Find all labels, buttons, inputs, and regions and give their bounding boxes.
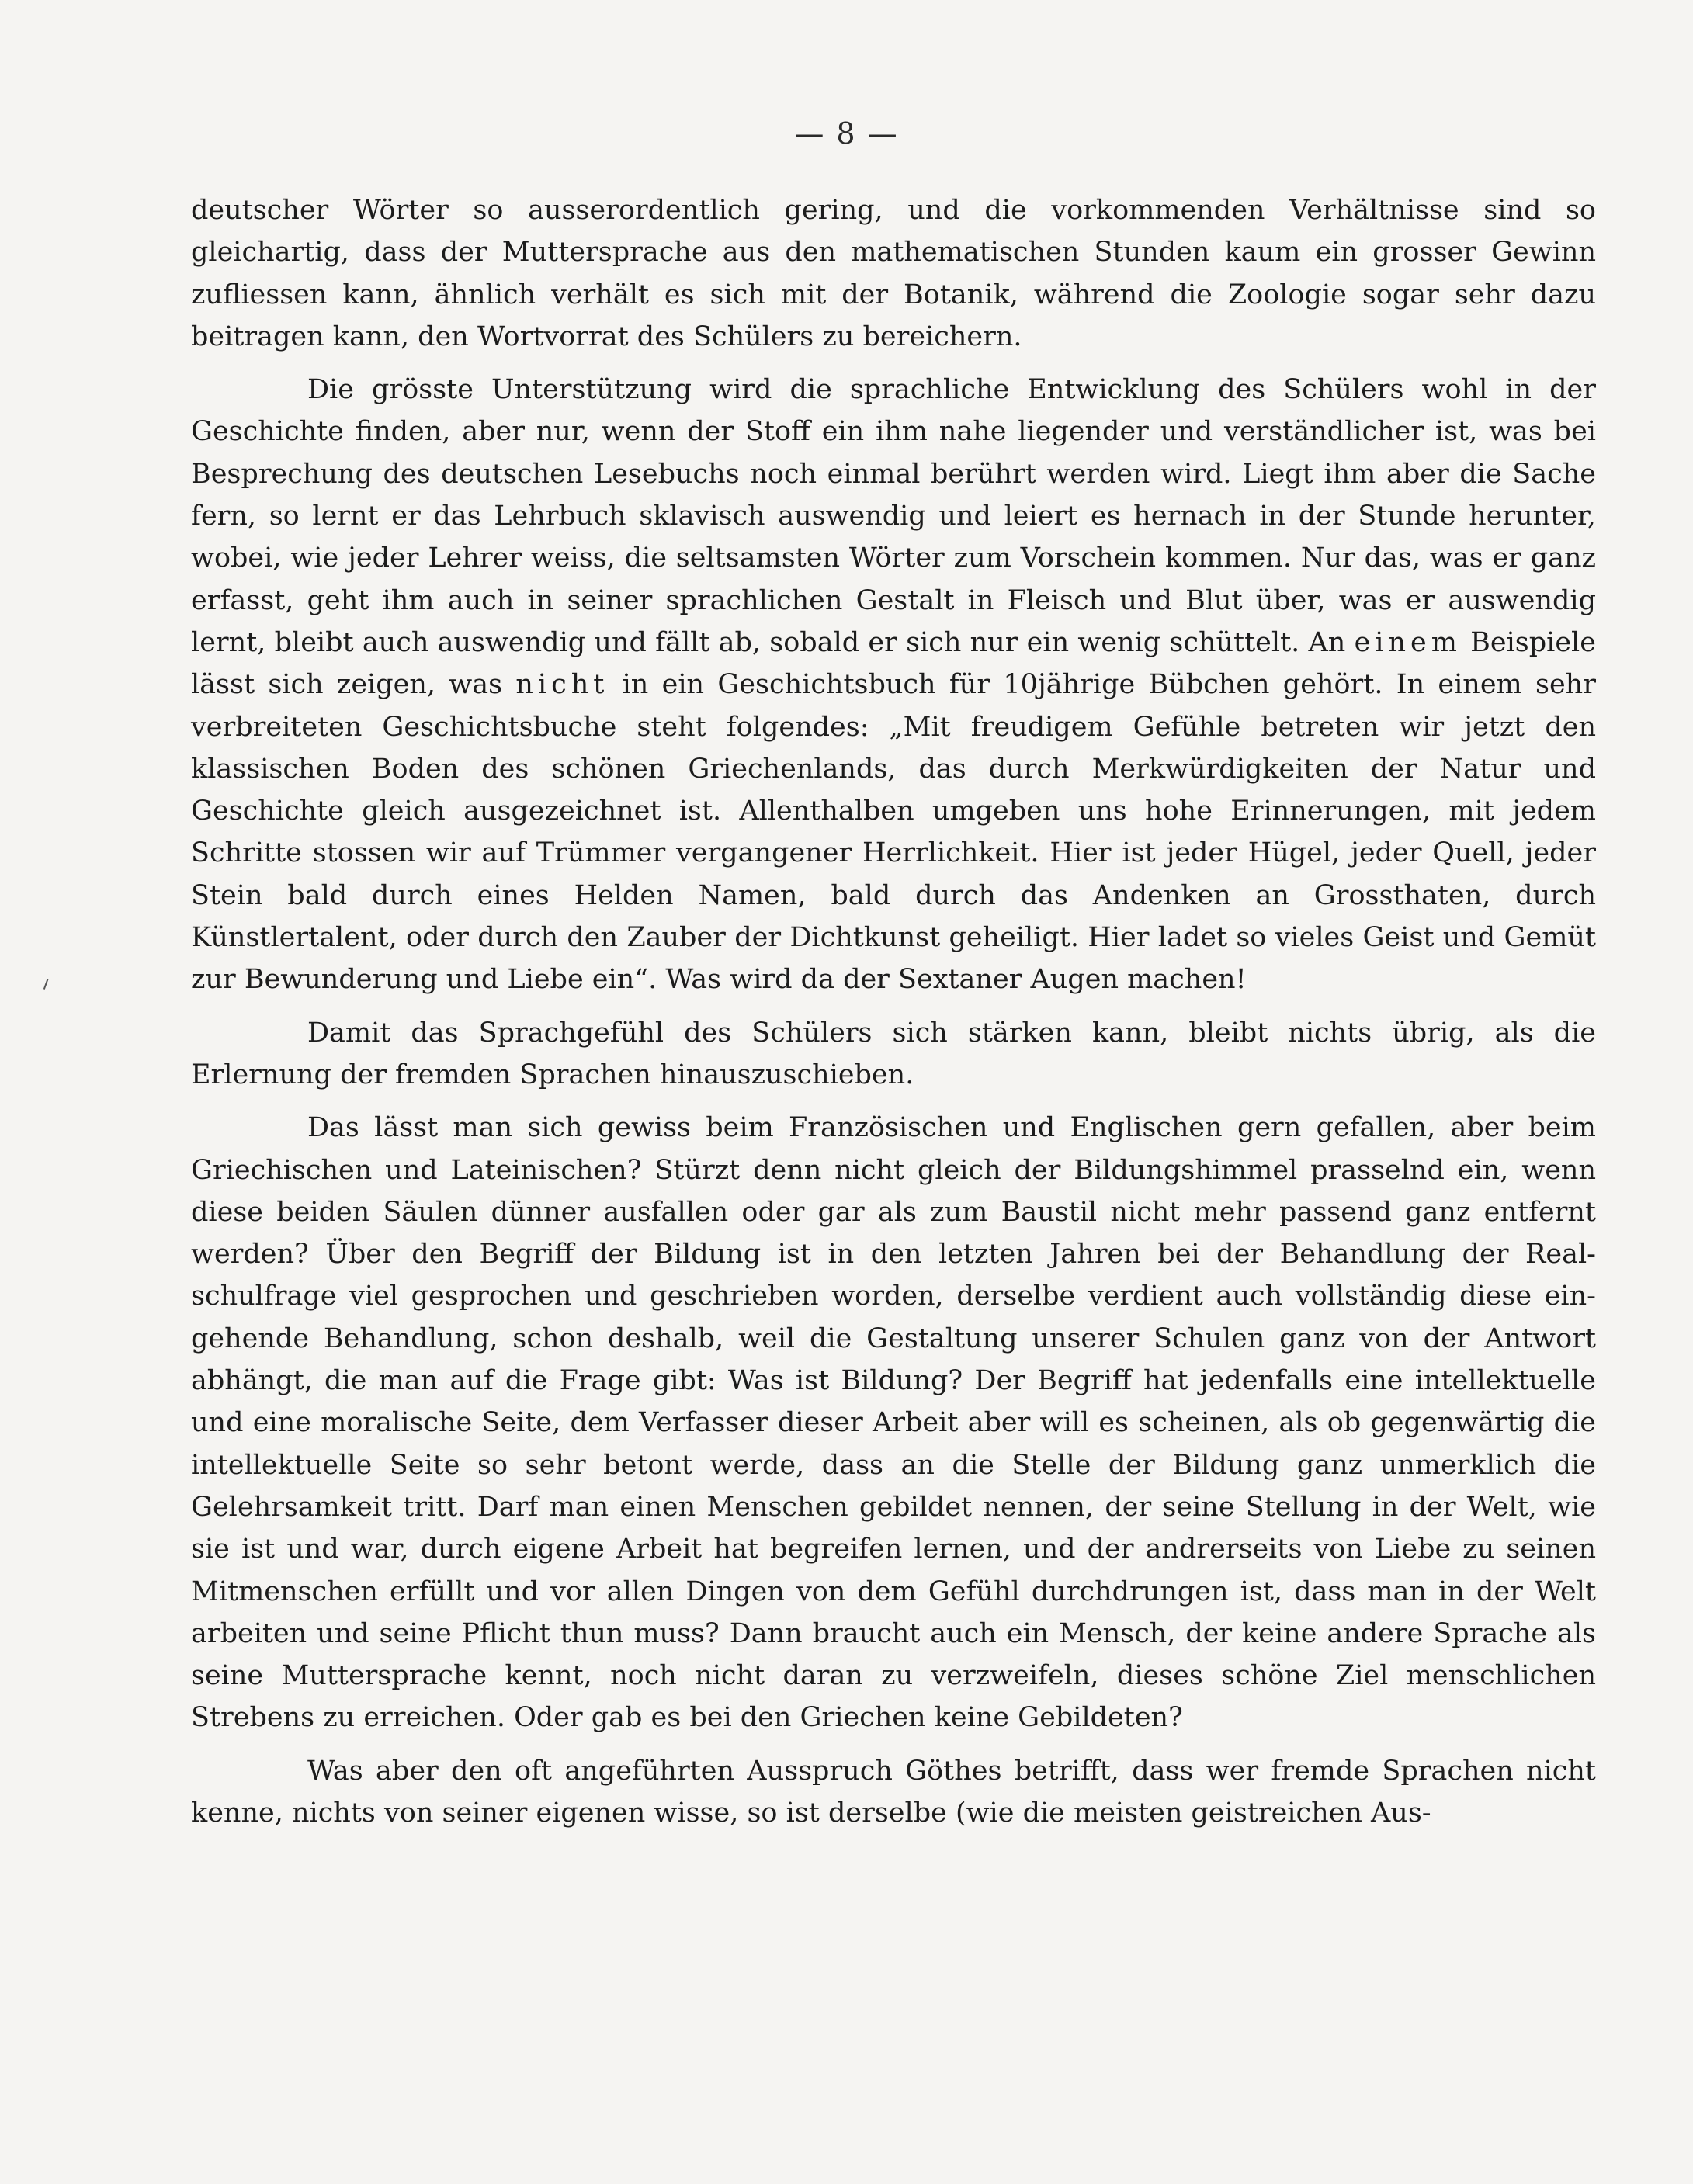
paragraph-4: Das lässt man sich gewiss beim Französischen und Englischen gern gefallen, aber beim Griechischen und Lateinischen? Stürzt denn nicht gleich der Bildungshimmel prasselnd ein, wenn diese beiden Säulen dünner ausfallen oder gar als zum Baustil nicht mehr passend ganz entfernt werden? Über den Begriff der Bildung ist in den letzten Jahren bei der Behandlung der Realschulfrage viel gesprochen und geschrieben worden, derselbe verdient auch vollständig diese eingehende Behandlung, schon deshalb, weil die Gestaltung unserer Schulen ganz von der Antwort abhängt, die man auf die Frage gibt: Was ist Bildung? Der Begriff hat jedenfalls eine intellektuelle und eine moralische Seite, dem Verfasser dieser Arbeit aber will es scheinen, als ob gegenwärtig die intellektuelle Seite so sehr betont werde, dass an die Stelle der Bildung ganz unmerklich die Gelehrsamkeit tritt. Darf man einen Menschen gebildet nennen, der seine Stellung in der Welt, wie sie ist und war, durch eigene Arbeit hat begreifen lernen, und der andrerseits von Liebe zu seinen Mitmenschen erfüllt und vor allen Dingen von dem Gefühl durchdrungen ist, dass man in der Welt arbeiten und seine Pflicht thun muss? Dann braucht auch ein Mensch, der keine andere Sprache als seine Muttersprache kennt, noch nicht daran zu verzweifeln, dieses schöne Ziel menschlichen Strebens zu erreichen. Oder gab es bei den Griechen keine Gebildeten? (191, 1112, 1596, 1734)
paragraph-2-text-b: Beispiele lässt sich zeigen, was (191, 626, 1596, 701)
paragraph-2 (191, 369, 1596, 1000)
body-text (191, 189, 1596, 1845)
paragraph-2-text-c: in ein Geschichtsbuch für 10jährige Bübchen gehört. In einem sehr verbreiteten Geschichtsbuche steht folgendes: „Mit freudigem Gefühle betreten wir jetzt den klassischen Boden des schönen Griechenlands, das durch Merkwürdigkeiten der Natur und Geschichte gleich ausgezeichnet ist. Allenthalben umgeben uns hohe Erinnerungen, mit jedem Schritte stossen wir auf Trümmer vergangener Herrlichkeit. Hier ist jeder Hügel, jeder Quell, jeder Stein bald durch eines Helden Namen, bald durch das Andenken an Grossthaten, durch Künstlertalent, oder durch den Zauber der Dichtkunst geheiligt. Hier ladet so vieles Geist und Gemüt zur Bewunderung und Liebe ein“. Was wird da der Sextaner Augen machen! (191, 669, 1596, 996)
emphasis-einem: einem (1354, 626, 1462, 658)
paragraph-1: deutscher Wörter so ausserordentlich gering, und die vorkommenden Verhältnisse sind so gleichartig, dass der Muttersprache aus den mathematischen Stunden kaum ein grosser Gewinn zufliessen kann, ähnlich verhält es sich mit der Botanik, während die Zoologie sogar sehr dazu beitragen kann, den Wortvorrat des Schülers zu bereichern. (191, 195, 1596, 352)
paragraph-3: Damit das Sprachgefühl des Schülers sich stärken kann, bleibt nichts übrig, als die Erlernung der fremden Sprachen hinauszuschieben. (191, 1017, 1596, 1090)
emphasis-nicht: nicht (515, 669, 609, 701)
page-number: — 8 — (794, 116, 899, 151)
paragraph-2-text-a: Die grösste Unterstützung wird die sprachliche Entwicklung des Schülers wohl in der Geschichte finden, aber nur, wenn der Stoff ein ihm nahe liegender und verständlicher ist, was bei Besprechung des deutschen Lesebuchs noch einmal berührt werden wird. Liegt ihm aber die Sache fern, so lernt er das Lehrbuch sklavisch auswendig und leiert es hernach in der Stunde herunter, wobei, wie jeder Lehrer weiss, die seltsamsten Wörter zum Vorschein kommen. Nur das, was er ganz erfasst, geht ihm auch in seiner sprachlichen Gestalt in Fleisch und Blut über, was er auswendig lernt, bleibt auch auswendig und fällt ab, sobald er sich nur ein wenig schüttelt. An (191, 374, 1596, 658)
margin-mark (43, 979, 53, 991)
paragraph-5: Was aber den oft angeführten Ausspruch Göthes betrifft, dass wer fremde Sprachen nicht kenne, nichts von seiner eigenen wisse, so ist derselbe (wie die meisten geistreichen Aus- (191, 1755, 1596, 1829)
